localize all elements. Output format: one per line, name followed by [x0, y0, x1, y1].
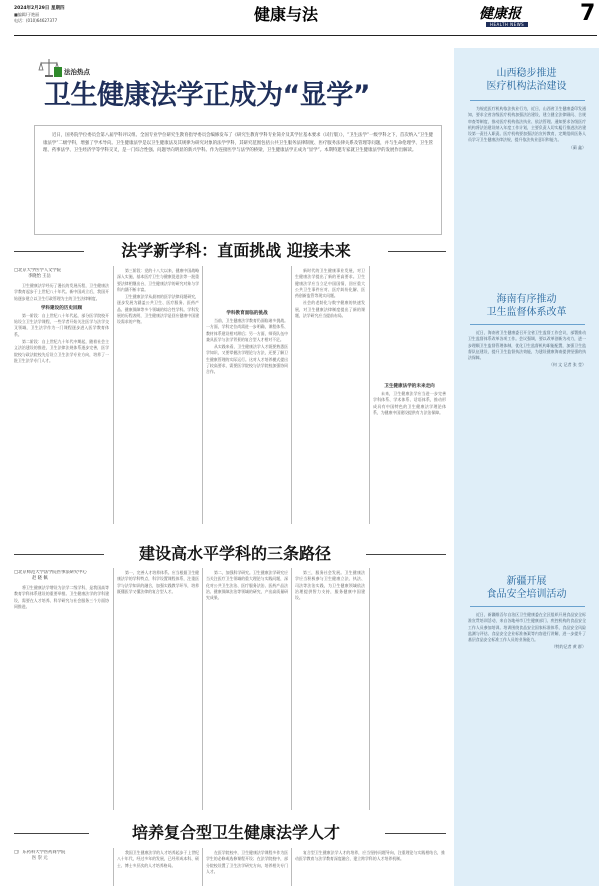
article1-p3: 第二阶段：自上世纪九十年代中期起，随着社会主义法治建设的推进，卫生法律法规体系逐步完善，医学院校与政法院校先后设立卫生法学专业方向，培养了一批卫生法学专门人才。: [14, 339, 109, 363]
sidebar-story1-body-box: [468, 106, 586, 278]
sidebar-story3-body: 近日，新疆维吾尔自治区卫生健康委在全区组织开展食品安全标准宣贯培训活动，来自各地州市卫生健康部门、疾控机构的食品安全工作人员参加培训。培训围绕食品安全国家标准体系、食品安全风险监测与评估、食品安全企业标准备案等内容进行讲解，进一步提升了基层食品安全标准工作人员的业务能力。: [468, 612, 586, 643]
article1-headline: 法学新学科：直面挑战 迎接未来: [121, 241, 351, 260]
sidebar-story1-title-line2: 医疗机构法治建设: [486, 81, 567, 92]
article3-p2: 在医学院校中，卫生健康法学课程多作为医学生的必修或选修课程开设；在法学院校中，部分院校设置了卫生法学研究方向，培养相关专门人才。: [206, 850, 288, 874]
article2-col1: [14, 570, 109, 812]
focus-lead-box: [34, 125, 442, 235]
article1-sub-history: 学科建设的历史回顾: [40, 305, 83, 311]
article3-rule-left: [14, 833, 89, 834]
sidebar-story2-title-line2: 卫生监督体系改革: [486, 307, 567, 318]
article3-divider-1: [113, 848, 114, 886]
article1-rule-right: [388, 251, 446, 252]
article1-p8: 新时代的卫生健康事业发展，对卫生健康法学提出了新的更高要求。卫生健康法学应当立足中国国情，回应重大公共卫生事件应对、医疗纠纷化解、医药创新监管等现实问题。: [295, 268, 365, 299]
sidebar-story1-source: （蔺 鑫）: [568, 144, 586, 150]
article1-sub-meaning: 学科教育面临的挑战: [226, 311, 268, 316]
article1-p5: 卫生健康法学从最初的医学法律问题研究，逐步发展为涵盖公共卫生、医疗服务、医药产品、健康保障等多个领域的综合性学科。学科发展的历程表明，卫生健康法学是回应健康中国建设需求的产物。: [117, 294, 199, 325]
article2-divider-2: [202, 568, 203, 810]
article1-divider-1: [113, 266, 114, 524]
focus-badge-label: 法治热点: [64, 68, 90, 76]
sidebar-story2-body-box: [468, 330, 586, 530]
sidebar-story3-rule: [470, 606, 585, 607]
sidebar-story3-source: （特约记者 黄 群）: [551, 644, 586, 650]
sidebar-story1-body: 为规范医疗机构依法执业行为，近日，山西省卫生健康委印发通知，要求全省各级医疗机构加强法治建设，建立健全法律顾问、合规审查等制度，推动医疗机构依法执业、依法管理。通知要求各级医疗机构将法治建设纳入年度工作计划，主要负责人切实履行推进法治建设第一责任人职责。医疗机构要加强法治宣传教育，定期组织医务人员学习卫生健康法律法规，提升依法执业意识和能力。: [468, 106, 586, 143]
page-number: 7: [580, 1, 596, 26]
article3-p3: 复合型卫生健康法学人才的培养，应当坚持问题导向，注重理论与实践相结合，推动医学教育与法学教育深度融合，建立跨学科的人才培养机制。: [295, 850, 445, 862]
article1-p4: 第三阶段：党的十八大以来，健康中国战略深入实施，基本医疗卫生与健康促进法等一批重要法律相继出台，卫生健康法学的研究对象与学科内涵不断丰富。: [117, 268, 199, 292]
sidebar-story1-title-line1: 山西稳步推进: [496, 68, 557, 79]
article1-p2: 第一阶段：自上世纪八十年代起，部分医学院校开始设立卫生法学课程，一些学者开始关注医学与法学交叉领域，卫生法学作为一门课程逐步进入医学教育体系。: [14, 312, 109, 337]
article3-col3: [206, 850, 288, 886]
article2-divider-1: [113, 568, 114, 810]
article1-col1: [14, 268, 109, 526]
header-phone: 电话：(010)64627377: [14, 18, 58, 23]
article3-headline: 培养复合型卫生健康法学人才: [131, 823, 340, 842]
article3-divider-3: [291, 848, 292, 886]
focus-badge-bar: [54, 67, 62, 77]
paper-logo: 健康报: [479, 6, 521, 22]
sidebar-story3-title-line2: 食品安全培训活动: [486, 589, 567, 600]
header-rule: [14, 35, 597, 36]
sidebar-story3-title-line1: 新疆开展: [506, 576, 547, 587]
article3-p1: 我国卫生健康法学的人才培养起步于上世纪八十年代，经过多年的发展，已经形成本科、硕士、博士多层次的人才培养格局。: [117, 850, 199, 868]
header-editor: ■编辑/于艳丽: [14, 12, 40, 17]
article3-author-org: □广东药科大学医药商学院: [14, 850, 66, 855]
article1-p6: 当前，卫生健康法学教育仍面临诸多挑战。一方面，学科定位尚需进一步明确，课程体系、教材体系建设相对滞后；另一方面，师资队伍中兼具医学与法学背景的复合型人才相对不足。: [206, 318, 288, 342]
article3-col4: [295, 850, 445, 886]
article2-p2: 第一，完善人才培养体系。应当根据卫生健康法学的学科特点，科学设置课程体系，注重医学与法学知识的融合，加强实践教学环节，培养既懂医学又懂法律的复合型人才。: [117, 570, 199, 594]
section-title: 健康与法: [254, 5, 319, 24]
article2-divider-3: [291, 568, 292, 810]
sidebar-story1-rule: [470, 100, 585, 101]
sidebar-story2-title-line1: 海南有序推动: [496, 294, 557, 305]
header-date: 2024年2月29日 星期四: [14, 6, 65, 11]
sidebar-story2-source: （何 文 记者 张 莹）: [548, 362, 586, 368]
article1-p9: 社会的老龄化与数字健康的快速发展，对卫生健康法律制度提出了新的课题，法学研究应当提前布局。: [295, 300, 365, 319]
article2-rule-left: [14, 554, 104, 555]
article2-col2: [117, 570, 199, 812]
article2-col4: [295, 570, 365, 812]
article1-col3: [206, 268, 288, 526]
article1-col4: [295, 268, 365, 526]
article3-divider-2: [202, 848, 203, 886]
article1-divider-2: [202, 266, 203, 524]
article3-col2: [117, 850, 199, 886]
article1-p7: 从实践来看，卫生健康法学人才既要熟悉医学知识，又要掌握法学理论与方法，还要了解卫生健康管理的实际运行。这对人才培养模式提出了较高要求，需要医学院校与法学院校加强协同合作。: [206, 344, 288, 375]
focus-lead: 近日，国务院学位委员会第八届学科评议组、全国专业学位研究生教育指导委员会编修发布了《研究生教育学科专业简介及其学位基本要求（试行版）》，“卫生法学”一级学科之下，首次纳入“卫生健康法学”二级学科，增强了学术导向。卫生健康法学是以卫生健康法及其规律为研究对象的法学学科，其研究范围包括公共卫生服务法律制度、医疗服务法律关系及管理等问题，并与生命伦理学、卫生管理、药事法学、卫生经济学等学科交叉，是一门综合性强、问题导向明显的新兴学科。作为连接医学与法学的桥梁，卫生健康法学正成为“显学”。本期特邀专家就卫生健康法学的发展作出解读。: [43, 133, 433, 154]
article1-col5: [373, 268, 446, 526]
sidebar-story2-body: 近日，海南省卫生健康委召开全省卫生监督工作会议，部署推动卫生监督体系改革各项工作。会议强调，要以改革创新为动力，进一步理顺卫生监督管理体制，优化卫生监督机构职能配置，加强卫生监督队伍建设，提升卫生监督执法效能，为建设健康海南提供坚强的执法保障。: [468, 330, 586, 361]
article2-p1: 将卫生健康法学增设为法学二级学科，是我国高等教育学科体系建设的重要举措。卫生健康法学的学科建设，需要在人才培养、科学研究与社会服务三个方面协同推进。: [14, 585, 109, 609]
article1-author-name: 李晓怡 王岳: [28, 274, 51, 279]
article2-rule-right: [366, 554, 446, 555]
article1-sub-future: 卫生健康法学的未来走向: [384, 384, 435, 389]
article1-rule-left: [14, 251, 84, 252]
article3-rule-right: [385, 833, 446, 834]
article2-author-name: 赵 晓 佩: [32, 576, 48, 581]
article2-author-org: □北京师范大学法学院医事法研究中心: [14, 570, 87, 575]
article1-col2: [117, 268, 199, 526]
article1-p10: 未来，卫生健康法学应当进一步完善学科体系、学术体系、话语体系，推动形成具有中国特色的卫生健康法学理论体系，为健康中国建设提供有力法治保障。: [373, 391, 446, 415]
article2-p3: 第二，加强科学研究。卫生健康法学研究应当关注医疗卫生领域的重大理论与实践问题，深化对公共卫生法治、医疗服务法治、医药产品法治、健康保障法治等领域的研究，产出高质量研究成果。: [206, 570, 288, 601]
article1-author-org: □北京大学医学人文学院: [14, 268, 62, 273]
article2-col3: [206, 570, 288, 812]
article2-p4: 第三，服务社会发展。卫生健康法学应当积极参与卫生健康立法、执法、司法等法治实践，为卫生健康领域依法治理提供智力支持，服务健康中国建设。: [295, 570, 365, 601]
paper-logo-en: HEALTH NEWS: [486, 22, 528, 27]
sidebar-story3-body-box: [468, 612, 586, 882]
article1-p1: 卫生健康法学经历了漫长的发展历程，卫生健康法学教育起步于上世纪八十年代。新中国成立后，我国开始逐步建立以卫生行政管理为主的卫生法律制度。: [14, 283, 109, 301]
sidebar-story2-rule: [470, 324, 585, 325]
article3-col1: [14, 850, 109, 886]
focus-headline: 卫生健康法学正成为“显学”: [44, 80, 370, 111]
article1-divider-4: [369, 266, 370, 524]
article2-divider-4: [369, 568, 370, 810]
article1-divider-3: [291, 266, 292, 524]
article2-headline: 建设高水平学科的三条路径: [138, 544, 331, 563]
article3-author-name: 医 崇 元: [32, 856, 48, 861]
